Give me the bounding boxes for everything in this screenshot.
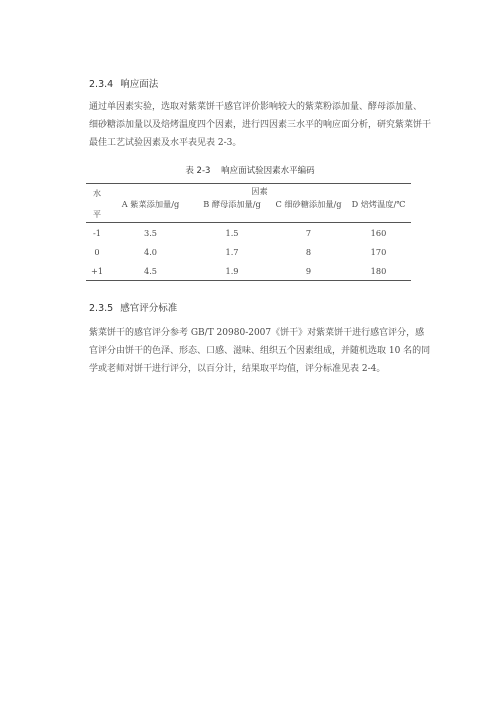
section-title: 感官评分标准 [120,303,178,314]
table-caption-title: 响应面试验因素水平编码 [221,166,315,176]
factor-level-table [86,183,411,281]
level-cell: -1 [86,223,108,243]
level-cell: +1 [86,261,108,281]
paragraph-line: 细砂糖添加量以及焙烤温度四个因素，进行四因素三水平的响应面分析，研究紫菜饼干 [89,120,432,130]
paragraph-line: 学或老师对饼干进行评分，以百分计，结果取平均值，评分标准见表 2-4。 [89,364,386,374]
value-cell: 9 [271,261,346,281]
paragraph-line: 通过单因素实验，选取对紫菜饼干感官评价影响较大的紫菜粉添加量、酵母添加量、 [89,102,423,112]
level-header-char: 水 [92,188,102,198]
level-header-char: 平 [92,209,102,219]
value-cell: 160 [346,223,411,243]
section-heading-2-3-5 [89,300,177,314]
column-header: A 紫菜添加量/g [121,199,180,210]
section-2-3-5-paragraph [89,324,431,378]
value-cell: 1.5 [193,223,271,243]
level-cell: 0 [94,246,100,257]
value-cell: 4.0 [143,246,158,257]
table-caption-number: 表 2-3 [185,166,211,176]
table-row [86,223,411,243]
column-header: C 细砂糖添加量/g [275,199,342,210]
value-cell: 4.5 [108,261,193,281]
value-cell: 8 [305,246,312,257]
table-row [86,242,411,261]
section-heading-2-3-4 [89,76,158,90]
paragraph-line: 紫菜饼干的感官评分参考 GB/T 20980-2007《饼干》对紫菜饼干进行感官评分，感 [89,328,425,338]
section-number: 2.3.5 [89,303,114,314]
table-caption [0,164,500,176]
column-header: B 酵母添加量/g [203,199,261,210]
column-header: D 焙烤温度/℃ [351,199,406,210]
table-row [86,261,411,281]
level-header-cell [86,184,108,223]
value-cell: 180 [346,261,411,281]
paragraph-line: 最佳工艺试验因素及水平表见表 2-3。 [89,138,242,148]
section-number: 2.3.4 [89,79,114,90]
value-cell: 7 [271,223,346,243]
value-cell: 3.5 [108,223,193,243]
value-cell: 170 [370,246,387,257]
value-cell: 1.7 [225,246,239,257]
value-cell: 1.9 [193,261,271,281]
section-2-3-4-paragraph [89,98,432,152]
factors-group-header: 因素 [108,184,411,199]
paragraph-line: 官评分由饼干的色泽、形态、口感、滋味、组织五个因素组成，并随机选取 10 名的同 [89,346,431,356]
section-title: 响应面法 [120,79,159,90]
